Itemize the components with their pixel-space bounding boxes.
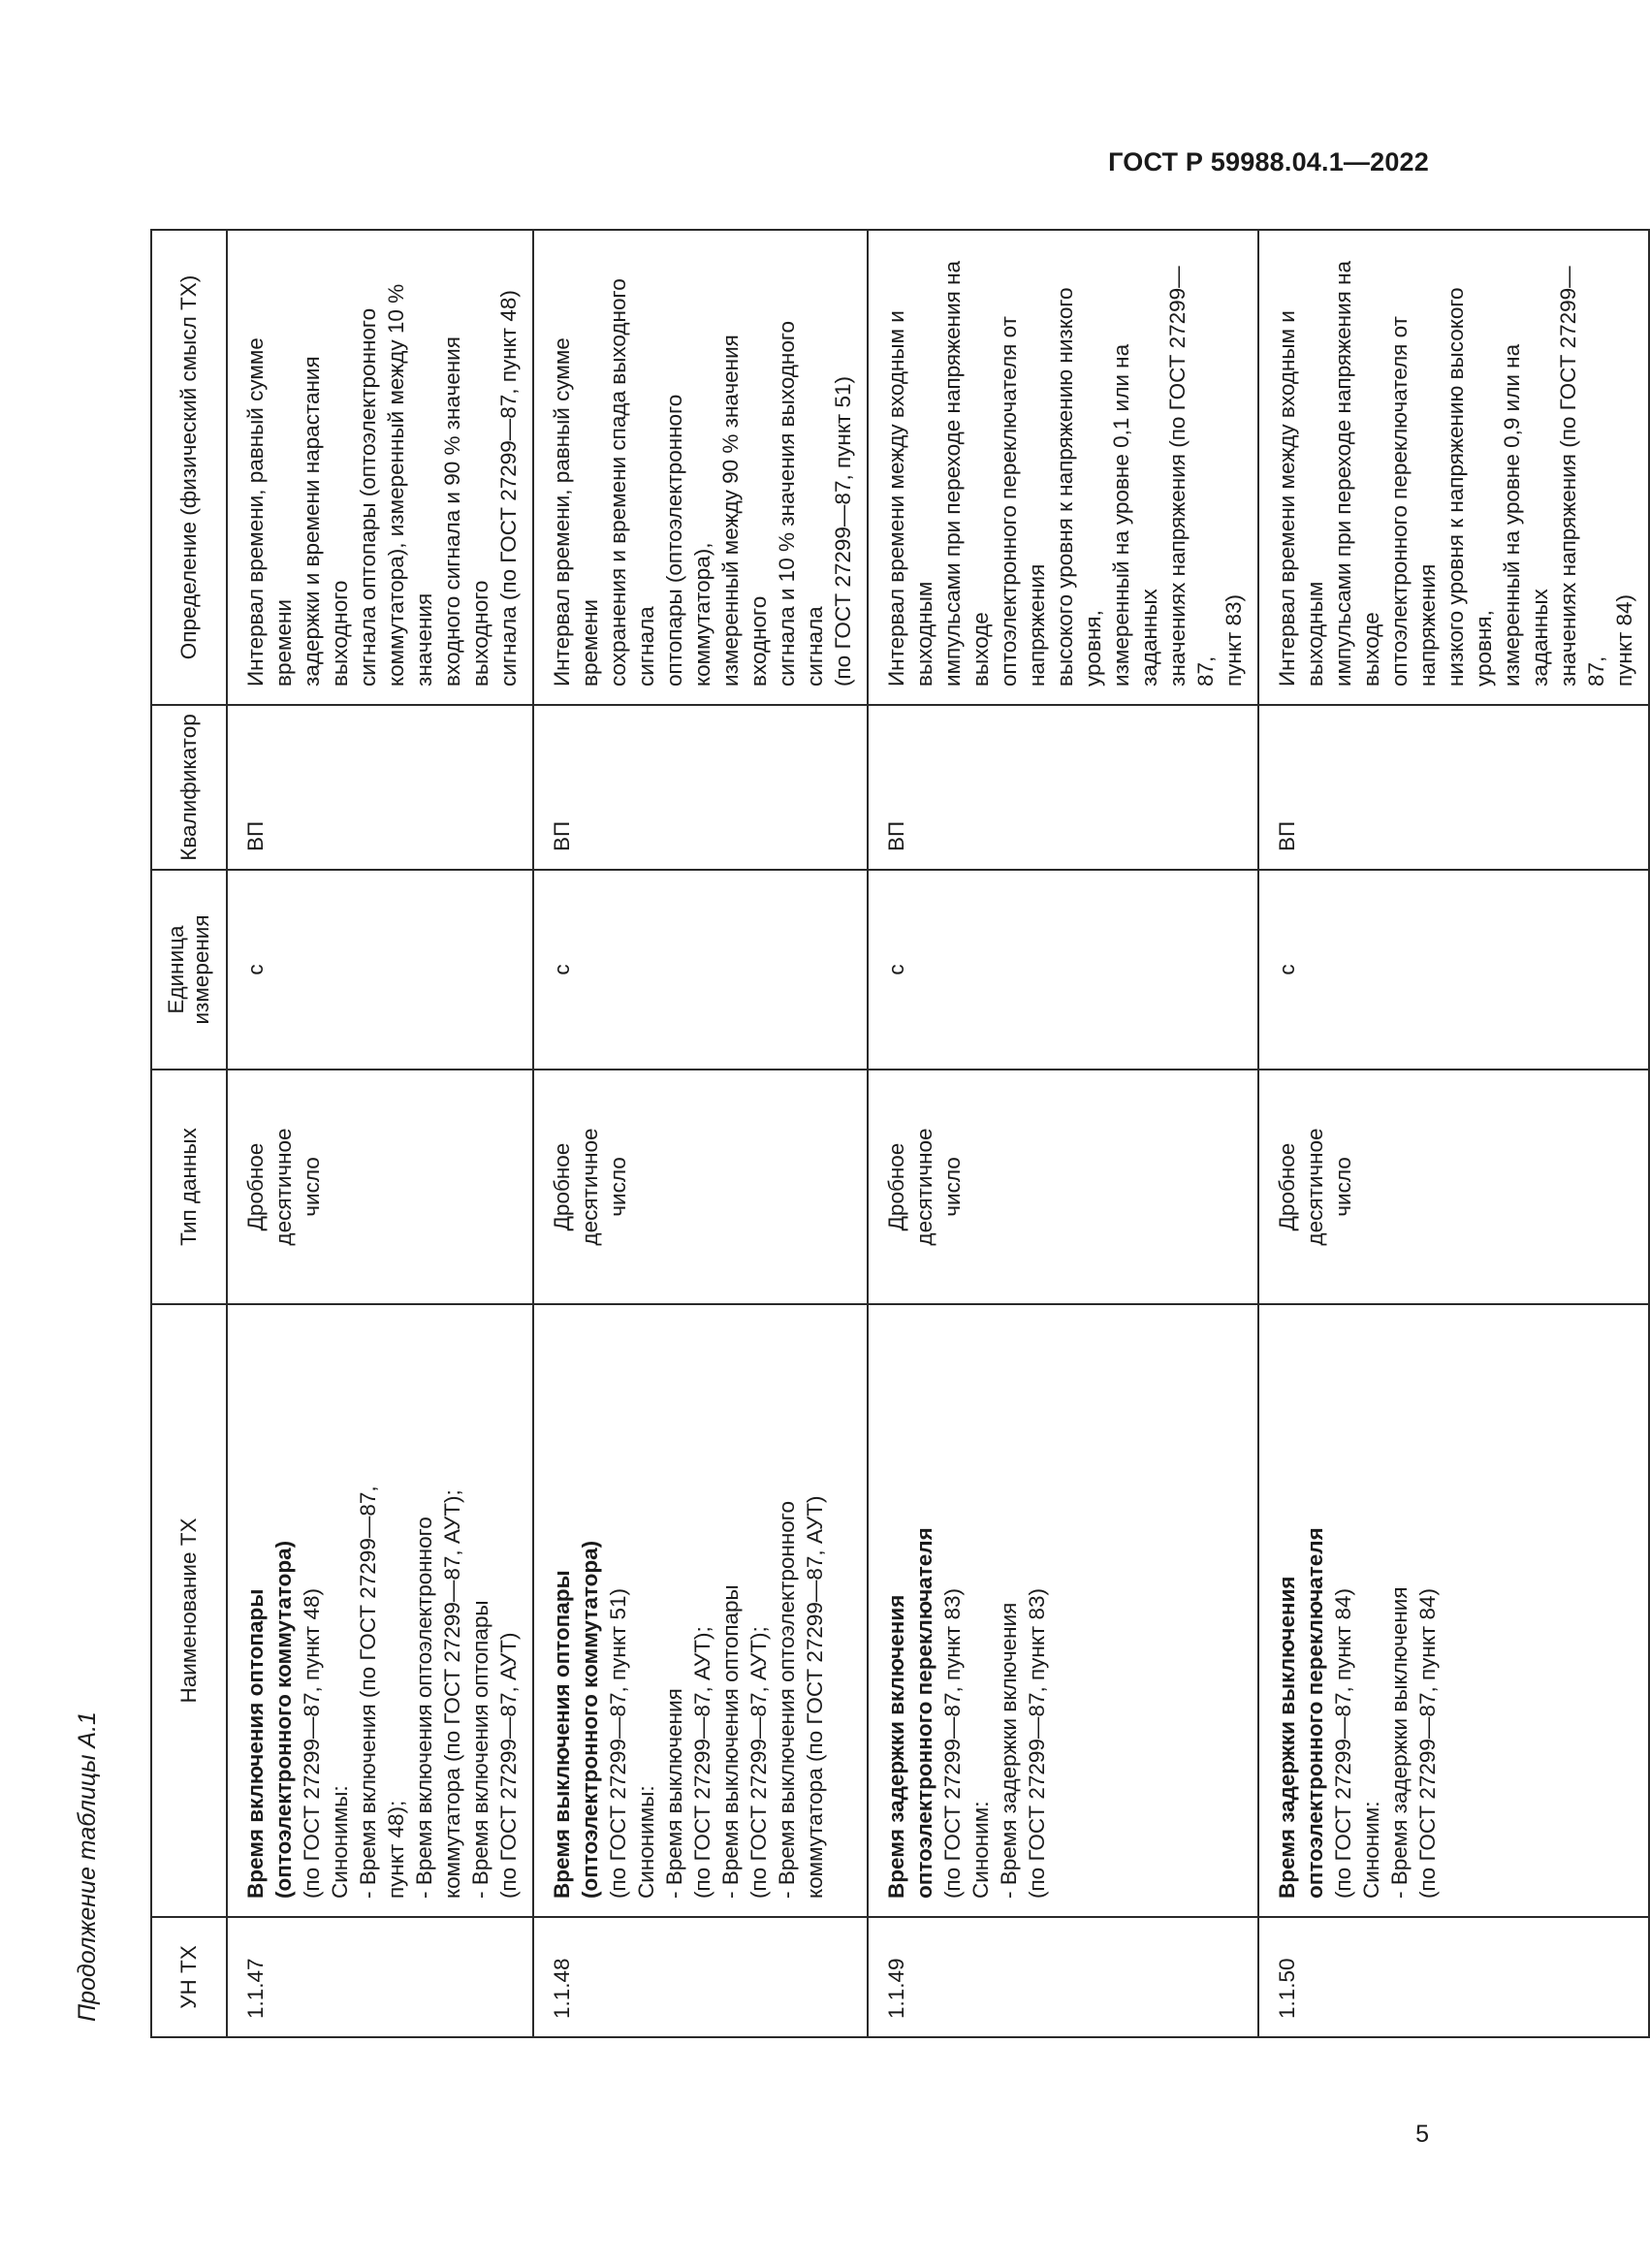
row-data-type	[533, 1070, 868, 1304]
type-line: десятичное	[578, 1128, 602, 1246]
page-number: 5	[1415, 2121, 1429, 2148]
row-definition	[533, 230, 868, 705]
name-line: коммутатора (по ГОСТ 27299—87, АУТ);	[440, 1489, 464, 1899]
row-name	[868, 1304, 1258, 1917]
column-header-id: УН ТХ	[151, 1917, 227, 2037]
definition-line: низкого уровня к напряжению высокого уровня,	[1444, 287, 1496, 687]
characteristics-table-container	[150, 231, 1636, 2038]
row-definition	[1258, 230, 1649, 705]
name-line: - Время включения оптоэлектронного	[412, 1517, 436, 1899]
row-definition	[868, 230, 1258, 705]
name-line: (по ГОСТ 27299—87, пункт 84)	[1415, 1588, 1440, 1899]
row-id: 1.1.49	[868, 1917, 1258, 2037]
name-line: Синоним:	[1359, 1801, 1383, 1899]
name-line: (по ГОСТ 27299—87, АУТ);	[690, 1626, 714, 1899]
definition-line: Интервал времени между входным и выходным	[884, 310, 936, 687]
row-definition	[227, 230, 533, 705]
type-line: десятичное	[271, 1128, 296, 1246]
row-name	[533, 1304, 868, 1917]
definition-line: значениях напряжения (по ГОСТ 27299—87,	[1556, 266, 1608, 687]
definition-line: измеренный между 90 % значения входного	[718, 335, 771, 687]
type-line: десятичное	[1303, 1128, 1327, 1246]
row-qualifier: ВП	[1258, 705, 1649, 870]
table-caption: Продолжение таблицы А.1	[74, 1711, 101, 2022]
row-data-type	[868, 1070, 1258, 1304]
type-line: число	[606, 1157, 630, 1217]
row-data-type	[1258, 1070, 1649, 1304]
definition-line: сигнала оптопары (оптоэлектронного	[356, 307, 380, 687]
definition-line: оптоэлектронного переключателя от напряжения	[1387, 316, 1440, 687]
row-id: 1.1.47	[227, 1917, 533, 2037]
name-bold-line: оптоэлектронного переключателя	[912, 1527, 936, 1899]
definition-line: сигнала (по ГОСТ 27299—87, пункт 48)	[496, 290, 521, 687]
name-line: - Время включения (по ГОСТ 27299—87,	[356, 1485, 380, 1899]
type-line: десятичное	[912, 1128, 936, 1246]
table-row	[1258, 230, 1649, 2037]
definition-line: Интервал времени, равный сумме времени	[243, 337, 296, 687]
definition-line: измеренный на уровне 0,9 или на заданных	[1500, 343, 1552, 687]
name-line: - Время выключения оптопары	[718, 1584, 743, 1899]
definition-line: коммутатора), измеренный между 10 % значения	[384, 283, 436, 687]
column-header-name: Наименование ТХ	[151, 1304, 227, 1917]
name-bold-line: (оптоэлектронного коммутатора)	[271, 1540, 296, 1899]
type-line: Дробное	[1275, 1142, 1299, 1231]
name-line: (по ГОСТ 27299—87, пункт 51)	[606, 1588, 630, 1899]
row-qualifier: ВП	[533, 705, 868, 870]
name-bold-line: (оптоэлектронного коммутатора)	[578, 1540, 602, 1899]
characteristics-table	[150, 229, 1650, 2038]
definition-line: импульсами при переходе напряжения на выходе	[1331, 260, 1383, 687]
type-line: Дробное	[243, 1142, 268, 1231]
definition-line: оптоэлектронного переключателя от напряжения	[997, 316, 1049, 687]
name-bold-line: Время выключения оптопары	[550, 1570, 574, 1899]
table-header-row	[151, 230, 227, 2037]
type-line: число	[300, 1157, 324, 1217]
row-name	[227, 1304, 533, 1917]
row-name	[1258, 1304, 1649, 1917]
name-line: пункт 48);	[384, 1800, 408, 1899]
definition-line: оптопары (оптоэлектронного коммутатора),	[662, 394, 714, 687]
document-code: ГОСТ Р 59988.04.1—2022	[1108, 147, 1429, 176]
definition-line: сигнала и 10 % значения выходного сигнала	[775, 320, 827, 687]
name-bold-line: Время задержки выключения	[1275, 1576, 1299, 1899]
name-line: (по ГОСТ 27299—87, пункт 83)	[940, 1588, 965, 1899]
type-line: число	[1331, 1157, 1355, 1217]
definition-line: задержки и времени нарастания выходного	[300, 356, 352, 687]
name-line: (по ГОСТ 27299—87, пункт 84)	[1331, 1588, 1355, 1899]
name-line: коммутатора (по ГОСТ 27299—87, АУТ)	[803, 1495, 827, 1899]
row-data-type	[227, 1070, 533, 1304]
row-unit: с	[227, 870, 533, 1070]
row-qualifier: ВП	[227, 705, 533, 870]
row-qualifier: ВП	[868, 705, 1258, 870]
definition-line: сохранения и времени спада выходного сигнала	[606, 278, 658, 687]
definition-line: Интервал времени, равный сумме времени	[550, 337, 602, 687]
table-row	[868, 230, 1258, 2037]
definition-line: импульсами при переходе напряжения на выходе	[940, 260, 993, 687]
type-line: Дробное	[884, 1142, 908, 1231]
name-line: Синонимы:	[634, 1785, 658, 1899]
name-line: - Время включения оптопары	[468, 1600, 492, 1899]
name-bold-line: Время задержки включения	[884, 1594, 908, 1899]
name-line: - Время выключения оптоэлектронного	[775, 1501, 799, 1899]
name-bold-line: Время включения оптопары	[243, 1588, 268, 1899]
name-line: - Время задержки включения	[997, 1602, 1021, 1899]
definition-line: измеренный на уровне 0,1 или на заданных	[1109, 343, 1161, 687]
name-line: (по ГОСТ 27299—87, АУТ);	[746, 1626, 771, 1899]
name-line: (по ГОСТ 27299—87, пункт 83)	[1025, 1588, 1049, 1899]
column-header-definition: Определение (физический смысл ТХ)	[151, 230, 227, 705]
row-unit: с	[533, 870, 868, 1070]
column-header-unit: Единица измерения	[151, 870, 227, 1070]
name-line: (по ГОСТ 27299—87, АУТ)	[496, 1632, 521, 1899]
row-unit: с	[868, 870, 1258, 1070]
row-id: 1.1.50	[1258, 1917, 1649, 2037]
name-line: - Время задержки выключения	[1387, 1586, 1412, 1899]
table-row	[533, 230, 868, 2037]
definition-line: (по ГОСТ 27299—87, пункт 51)	[831, 376, 855, 687]
type-line: число	[940, 1157, 965, 1217]
definition-line: входного сигнала и 90 % значения выходного	[440, 336, 492, 687]
row-id: 1.1.48	[533, 1917, 868, 2037]
table-row	[227, 230, 533, 2037]
definition-line: Интервал времени между входным и выходным	[1275, 310, 1327, 687]
name-bold-line: оптоэлектронного переключателя	[1303, 1527, 1327, 1899]
definition-line: пункт 83)	[1222, 593, 1246, 687]
row-unit: с	[1258, 870, 1649, 1070]
column-header-qualifier: Квалификатор	[151, 705, 227, 870]
name-line: (по ГОСТ 27299—87, пункт 48)	[300, 1588, 324, 1899]
definition-line: значениях напряжения (по ГОСТ 27299—87,	[1165, 266, 1218, 687]
column-header-data-type: Тип данных	[151, 1070, 227, 1304]
name-line: Синоним:	[968, 1801, 993, 1899]
definition-line: пункт 84)	[1612, 593, 1636, 687]
name-line: Синонимы:	[328, 1785, 352, 1899]
name-line: - Время выключения	[662, 1688, 686, 1899]
definition-line: высокого уровня к напряжению низкого уровня,	[1053, 287, 1105, 687]
type-line: Дробное	[550, 1142, 574, 1231]
